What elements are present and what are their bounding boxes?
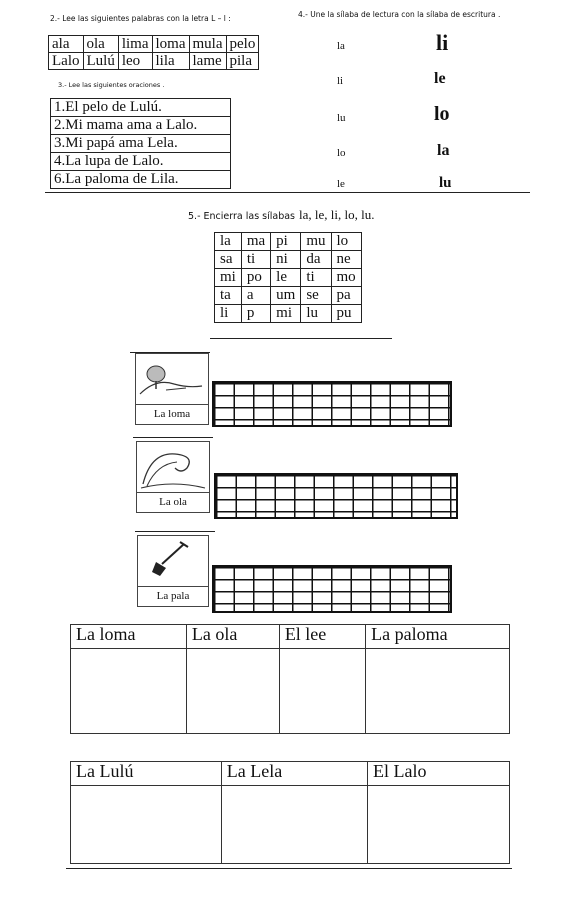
syllable-cell: po: [241, 269, 270, 287]
reading-syllable: li: [337, 75, 344, 87]
reading-syllable: le: [337, 178, 345, 190]
syllable-cell: sa: [215, 251, 242, 269]
word-cell: lima: [118, 36, 152, 53]
table-header-cell: La Lela: [221, 762, 367, 786]
syllable-cell: a: [241, 287, 270, 305]
word-cell: Lulú: [83, 53, 118, 70]
table-header-cell: La loma: [71, 625, 187, 649]
drawing-table-2: [70, 761, 510, 864]
syllable-cell: mi: [215, 269, 242, 287]
picture-caption: La ola: [137, 492, 209, 512]
syllable-cell: pu: [331, 305, 361, 323]
reading-syllable: lu: [337, 112, 346, 124]
drawing-cell: [71, 786, 222, 864]
drawing-cell: [186, 649, 279, 734]
writing-grid: [212, 381, 452, 427]
syllable-cell: ti: [241, 251, 270, 269]
section-divider: [45, 192, 530, 193]
syllable-cell: p: [241, 305, 270, 323]
sentence-row: 4.La lupa de Lalo.: [51, 153, 231, 171]
table-row: [49, 53, 259, 70]
word-cell: leo: [118, 53, 152, 70]
table-header-cell: El Lalo: [368, 762, 510, 786]
sentence-row: 3.Mi papá ama Lela.: [51, 135, 231, 153]
picture-loma: [135, 353, 209, 425]
section-5-instruction: [188, 206, 374, 224]
word-cell: pila: [226, 53, 259, 70]
syllable-cell: ni: [271, 251, 301, 269]
word-cell: lila: [152, 53, 189, 70]
writing-syllable: le: [434, 70, 446, 87]
drawing-cell: [221, 786, 367, 864]
drawing-cell: [368, 786, 510, 864]
sentence-row: 2.Mi mama ama a Lalo.: [51, 117, 231, 135]
table-row: [49, 36, 259, 53]
table-header-cell: La Lulú: [71, 762, 222, 786]
hill-tree-icon: [136, 356, 208, 404]
shovel-icon: [138, 538, 208, 586]
syllable-cell: ma: [241, 233, 270, 251]
syllable-cell: le: [271, 269, 301, 287]
syllable-cell: um: [271, 287, 301, 305]
word-cell: ola: [83, 36, 118, 53]
writing-syllable: li: [436, 30, 449, 55]
reading-syllable: lo: [337, 147, 346, 159]
writing-grid: [212, 565, 452, 613]
drawing-cell: [71, 649, 187, 734]
picture-pala: [137, 535, 209, 607]
table-header-cell: La paloma: [366, 625, 510, 649]
word-cell: ala: [49, 36, 84, 53]
word-cell: loma: [152, 36, 189, 53]
syllable-cell: lu: [301, 305, 331, 323]
sentence-row: 1.El pelo de Lulú.: [51, 99, 231, 117]
page-bottom-line: [66, 868, 512, 869]
syllable-cell: la: [215, 233, 242, 251]
syllable-cell: mo: [331, 269, 361, 287]
drawing-cell: [279, 649, 365, 734]
word-cell: pelo: [226, 36, 259, 53]
picture-topline: [133, 437, 213, 438]
writing-grid: [214, 473, 458, 519]
table-header-cell: El lee: [279, 625, 365, 649]
writing-syllable: la: [437, 142, 450, 159]
word-cell: lame: [189, 53, 226, 70]
syllable-cell: da: [301, 251, 331, 269]
instruction-prefix: 5.- Encierra las sílabas: [188, 211, 296, 222]
picture-ola: [136, 441, 210, 513]
syllable-cell: mu: [301, 233, 331, 251]
writing-syllable: lo: [434, 103, 450, 125]
syllable-grid: [214, 232, 362, 323]
syllable-cell: li: [215, 305, 242, 323]
section-4-instruction: 4.- Une la sílaba de lectura con la sílaba de escritura .: [298, 10, 501, 19]
picture-topline: [135, 531, 215, 532]
reading-syllable: la: [337, 40, 345, 52]
picture-caption: La loma: [136, 404, 208, 424]
section-2-instruction: 2.- Lee las siguientes palabras con la letra L – l :: [50, 14, 231, 23]
syllable-cell: ne: [331, 251, 361, 269]
syllable-cell: pa: [331, 287, 361, 305]
section-3-instruction: 3.- Lee las siguientes oraciones .: [58, 81, 165, 89]
wave-icon: [137, 444, 209, 492]
drawing-table-1: [70, 624, 510, 734]
syllable-cell: ta: [215, 287, 242, 305]
sentence-table: [50, 98, 231, 189]
word-cell: mula: [189, 36, 226, 53]
sentence-row: 6.La paloma de Lila.: [51, 171, 231, 189]
picture-caption: La pala: [138, 586, 208, 606]
syllable-cell: se: [301, 287, 331, 305]
syllable-cell: ti: [301, 269, 331, 287]
grid-underline: [210, 338, 392, 339]
word-table: [48, 35, 259, 70]
syllable-cell: mi: [271, 305, 301, 323]
table-header-cell: La ola: [186, 625, 279, 649]
word-cell: Lalo: [49, 53, 84, 70]
syllable-cell: pi: [271, 233, 301, 251]
writing-syllable: lu: [439, 175, 452, 191]
syllable-cell: lo: [331, 233, 361, 251]
instruction-syllables: la, le, li, lo, lu.: [299, 207, 375, 222]
drawing-cell: [366, 649, 510, 734]
